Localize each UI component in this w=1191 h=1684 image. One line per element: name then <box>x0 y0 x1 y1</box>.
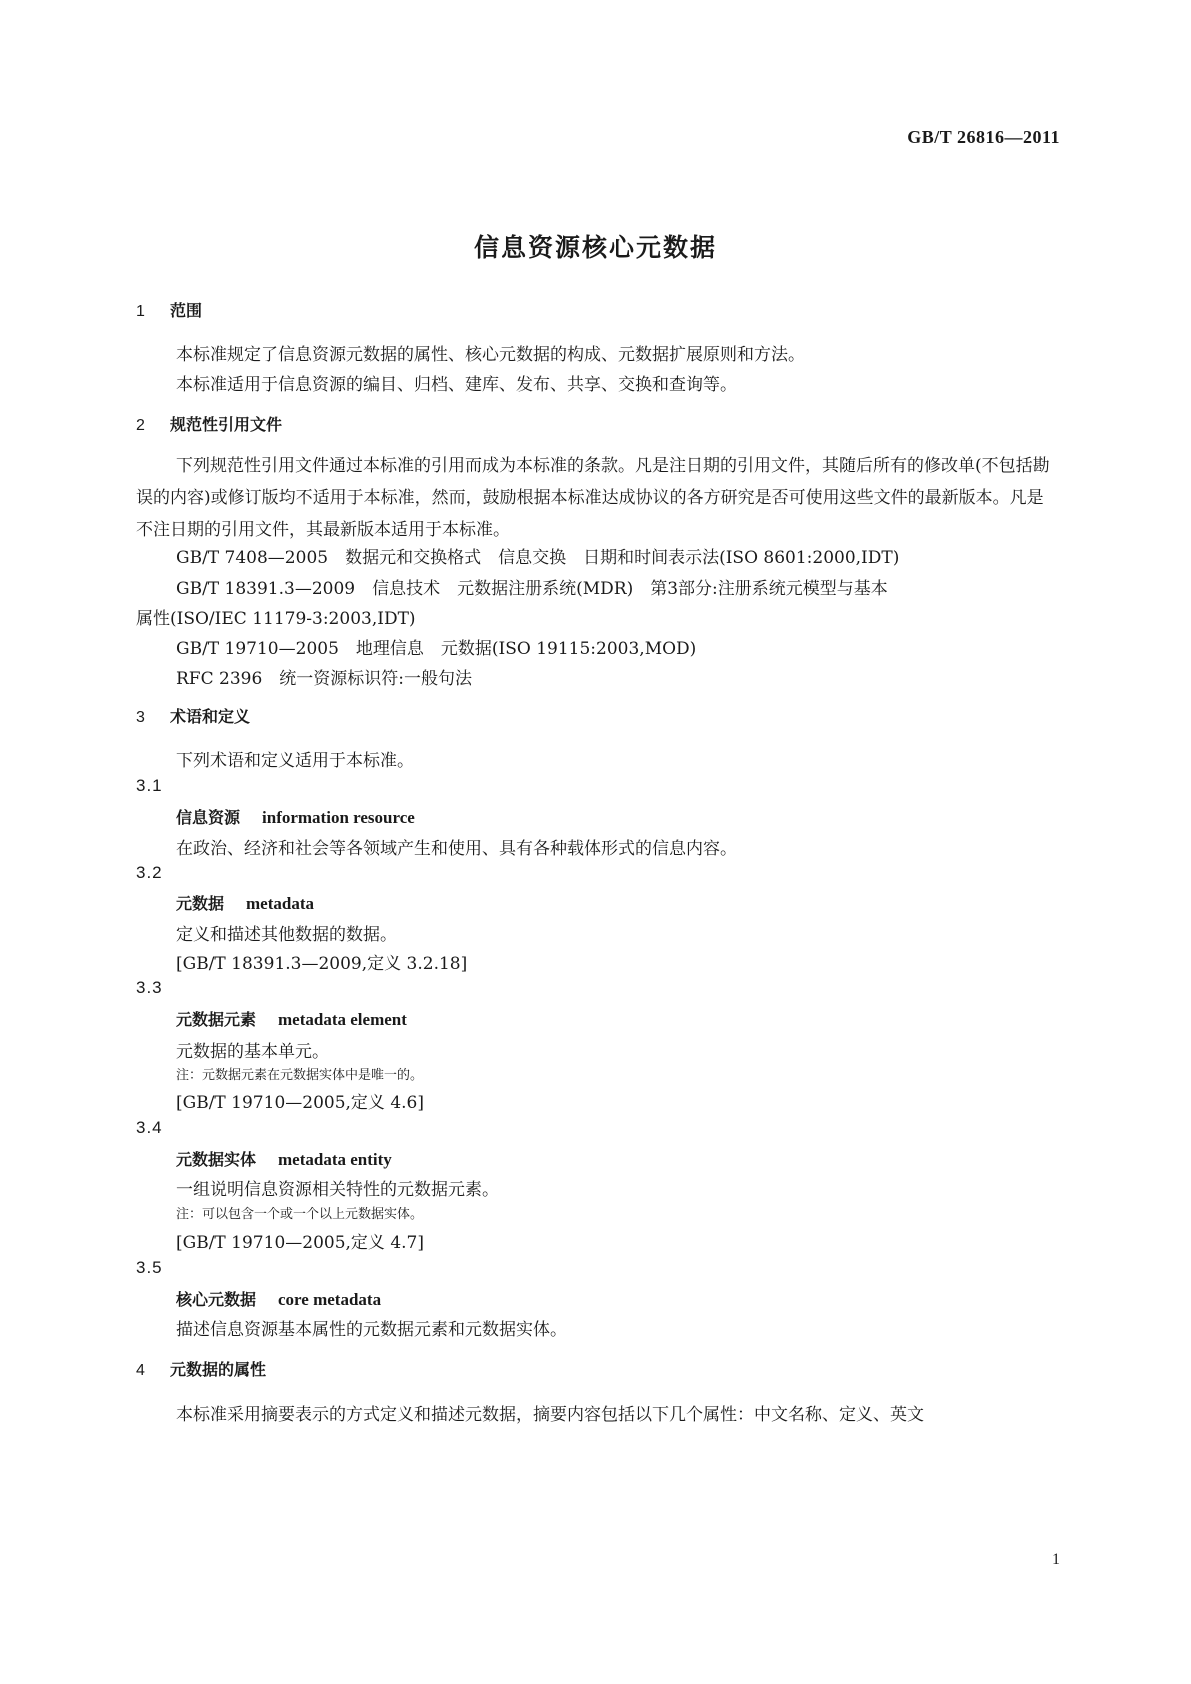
term-source: [GB/T 18391.3—2009,定义 3.2.18] <box>176 954 468 974</box>
section-title: 术语和定义 <box>170 707 251 726</box>
section-heading-1 <box>136 298 202 321</box>
term-zh: 核心元数据 <box>176 1290 257 1309</box>
term-source: [GB/T 19710—2005,定义 4.6] <box>176 1093 424 1113</box>
standard-code: GB/T 26816—2011 <box>907 127 1060 147</box>
reference-item: GB/T 18391.3—2009 信息技术 元数据注册系统(MDR) 第3部分:注册系统元模型与基本 <box>176 579 888 599</box>
term-en: information resource <box>262 808 415 827</box>
term-number: 3.1 <box>136 776 163 795</box>
section-number: 1 <box>136 303 145 320</box>
section-title: 元数据的属性 <box>170 1360 267 1379</box>
term-number: 3.5 <box>136 1258 163 1277</box>
paragraph: 本标准采用摘要表示的方式定义和描述元数据，摘要内容包括以下几个属性：中文名称、定义、英文 <box>176 1405 924 1425</box>
term-definition: 描述信息资源基本属性的元数据元素和元数据实体。 <box>176 1320 567 1340</box>
term-en: core metadata <box>278 1290 382 1309</box>
term-source: [GB/T 19710—2005,定义 4.7] <box>176 1233 424 1253</box>
term-number: 3.3 <box>136 978 163 997</box>
section-heading-3 <box>136 704 250 727</box>
term-en: metadata <box>246 894 314 913</box>
section-number: 4 <box>136 1362 145 1379</box>
term-number: 3.2 <box>136 863 163 882</box>
term-heading <box>176 891 314 914</box>
term-note: 注：可以包含一个或一个以上元数据实体。 <box>176 1207 424 1222</box>
section-number: 3 <box>136 709 145 726</box>
term-heading <box>176 1287 381 1310</box>
section-heading-4 <box>136 1357 266 1380</box>
reference-item: RFC 2396 统一资源标识符:一般句法 <box>176 669 472 689</box>
page-number: 1 <box>1052 1551 1060 1568</box>
paragraph: 下列规范性引用文件通过本标准的引用而成为本标准的条款。凡是注日期的引用文件，其随后所有的修改单(不包括勘误的内容)或修订版均不适用于本标准，然而，鼓励根据本标准达成协议的各方研究是否可使用这些文件的最新版本。凡是不注日期的引用文件，其最新版本适用于本标准。 <box>136 456 1050 540</box>
term-heading <box>176 805 415 828</box>
term-zh: 信息资源 <box>176 808 241 827</box>
paragraph: 本标准适用于信息资源的编目、归档、建库、发布、共享、交换和查询等。 <box>176 375 737 395</box>
term-definition: 元数据的基本单元。 <box>176 1042 329 1062</box>
reference-item: GB/T 19710—2005 地理信息 元数据(ISO 19115:2003,MOD) <box>176 639 697 659</box>
term-en: metadata entity <box>278 1150 392 1169</box>
reference-item: GB/T 7408—2005 数据元和交换格式 信息交换 日期和时间表示法(ISO 8601:2000,IDT) <box>176 548 900 568</box>
section-title: 范围 <box>170 301 203 320</box>
term-zh: 元数据元素 <box>176 1010 257 1029</box>
term-number: 3.4 <box>136 1118 163 1137</box>
term-definition: 在政治、经济和社会等各领域产生和使用、具有各种载体形式的信息内容。 <box>176 839 737 859</box>
term-note: 注：元数据元素在元数据实体中是唯一的。 <box>176 1068 424 1083</box>
term-definition: 一组说明信息资源相关特性的元数据元素。 <box>176 1180 499 1200</box>
term-zh: 元数据实体 <box>176 1150 257 1169</box>
reference-item: 属性(ISO/IEC 11179-3:2003,IDT) <box>136 609 416 629</box>
section-title: 规范性引用文件 <box>170 415 283 434</box>
term-heading <box>176 1007 407 1030</box>
paragraph: 下列术语和定义适用于本标准。 <box>176 751 414 771</box>
document-title: 信息资源核心元数据 <box>473 233 717 262</box>
term-definition: 定义和描述其他数据的数据。 <box>176 925 397 945</box>
section-heading-2 <box>136 412 282 435</box>
paragraph: 本标准规定了信息资源元数据的属性、核心元数据的构成、元数据扩展原则和方法。 <box>176 345 805 365</box>
section-number: 2 <box>136 417 145 434</box>
term-zh: 元数据 <box>176 894 225 913</box>
term-en: metadata element <box>278 1010 407 1029</box>
term-heading <box>176 1147 392 1170</box>
